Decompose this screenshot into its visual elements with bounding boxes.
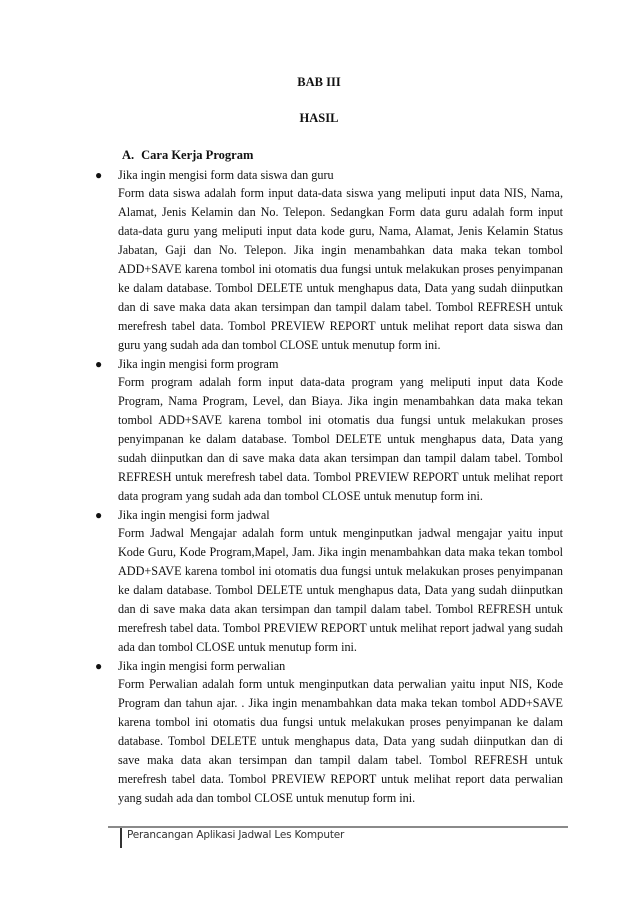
item-body: Form Perwalian adalah form untuk menginputkan data perwalian yaitu input NIS, Kode Program dan tahun ajar. . Jika ingin menambahkan data maka tekan tombol ADD+SAVE karena tombol ini otomatis dua fungsi untuk melakukan proses penyimpanan ke dalam database. Tombol DELETE untuk menghapus data, Data yang sudah diinputkan dan di save maka data akan tersimpan dan tampil dalam tabel. Tombol REFRESH untuk merefresh tabel data. Tombol PREVIEW REPORT untuk melihat report data perwalian yang sudah ada dan tombol CLOSE untuk menutup form ini. [118, 677, 563, 805]
list-item [93, 355, 563, 506]
section-number: A. [122, 148, 135, 162]
item-body: Form Jadwal Mengajar adalah form untuk menginputkan jadwal mengajar yaitu input Kode Guru, Kode Program,Mapel, Jam. Jika ingin menambahkan data maka tekan tombol ADD+SAVE karena tombol ini otomatis dua fungsi untuk melakukan proses penyimpanan ke dalam database. Tombol DELETE untuk menghapus data, Data yang sudah diinputkan dan di save maka data akan tersimpan dan tampil dalam tabel. Tombol REFRESH untuk merefresh tabel data. Tombol PREVIEW REPORT untuk melihat report jadwal yang sudah ada dan tombol CLOSE untuk menutup form ini. [118, 526, 563, 654]
item-body: Form program adalah form input data-data program yang meliputi input data Kode Program, Nama Program, Level, dan Biaya. Jika ingin menambahkan data maka tekan tombol ADD+SAVE karena tombol ini otomatis dua fungsi untuk melakukan proses penyimpanan ke dalam database. Tombol DELETE untuk menghapus data, Data yang sudah diinputkan dan di save maka data akan tersimpan dan tampil dalam tabel. Tombol REFRESH untuk merefresh tabel data. Tombol PREVIEW REPORT untuk melihat report data program yang sudah ada dan tombol CLOSE untuk menutup form ini. [118, 375, 563, 503]
chapter-heading: BAB III [297, 75, 341, 89]
footer-accent-bar [120, 828, 122, 848]
item-heading: Jika ingin mengisi form program [118, 357, 279, 371]
footer-text: Perancangan Aplikasi Jadwal Les Komputer [127, 829, 345, 841]
bullet-icon: ● [95, 168, 103, 182]
bullet-list [93, 166, 563, 808]
bullet-icon: ● [95, 508, 103, 522]
section-label: Cara Kerja Program [141, 148, 254, 162]
list-item [93, 506, 563, 657]
item-heading: Jika ingin mengisi form jadwal [118, 508, 270, 522]
item-heading: Jika ingin mengisi form perwalian [118, 659, 286, 673]
section-heading [122, 148, 253, 163]
list-item [93, 166, 563, 355]
bullet-icon: ● [95, 357, 103, 371]
chapter-title: HASIL [299, 111, 339, 125]
list-item [93, 657, 563, 808]
bullet-icon: ● [95, 659, 103, 673]
footer-divider [108, 826, 568, 828]
item-body: Form data siswa adalah form input data-data siswa yang meliputi input data NIS, Nama, Alamat, Jenis Kelamin dan No. Telepon. Sedangkan Form data guru adalah form input data-data guru yang meliputi input data kode guru, Nama, Alamat, Jenis Kelamin Status Jabatan, Gaji dan No. Telepon. Jika ingin menambahkan data maka tekan tombol ADD+SAVE karena tombol ini otomatis dua fungsi untuk melakukan proses penyimpanan ke dalam database. Tombol DELETE untuk menghapus data, Data yang sudah diinputkan dan di save maka data akan tersimpan dan tampil dalam tabel. Tombol REFRESH untuk merefresh tabel data. Tombol PREVIEW REPORT untuk melihat report data siswa dan guru yang sudah ada dan tombol CLOSE untuk menutup form ini. [118, 186, 563, 352]
item-heading: Jika ingin mengisi form data siswa dan guru [118, 168, 334, 182]
